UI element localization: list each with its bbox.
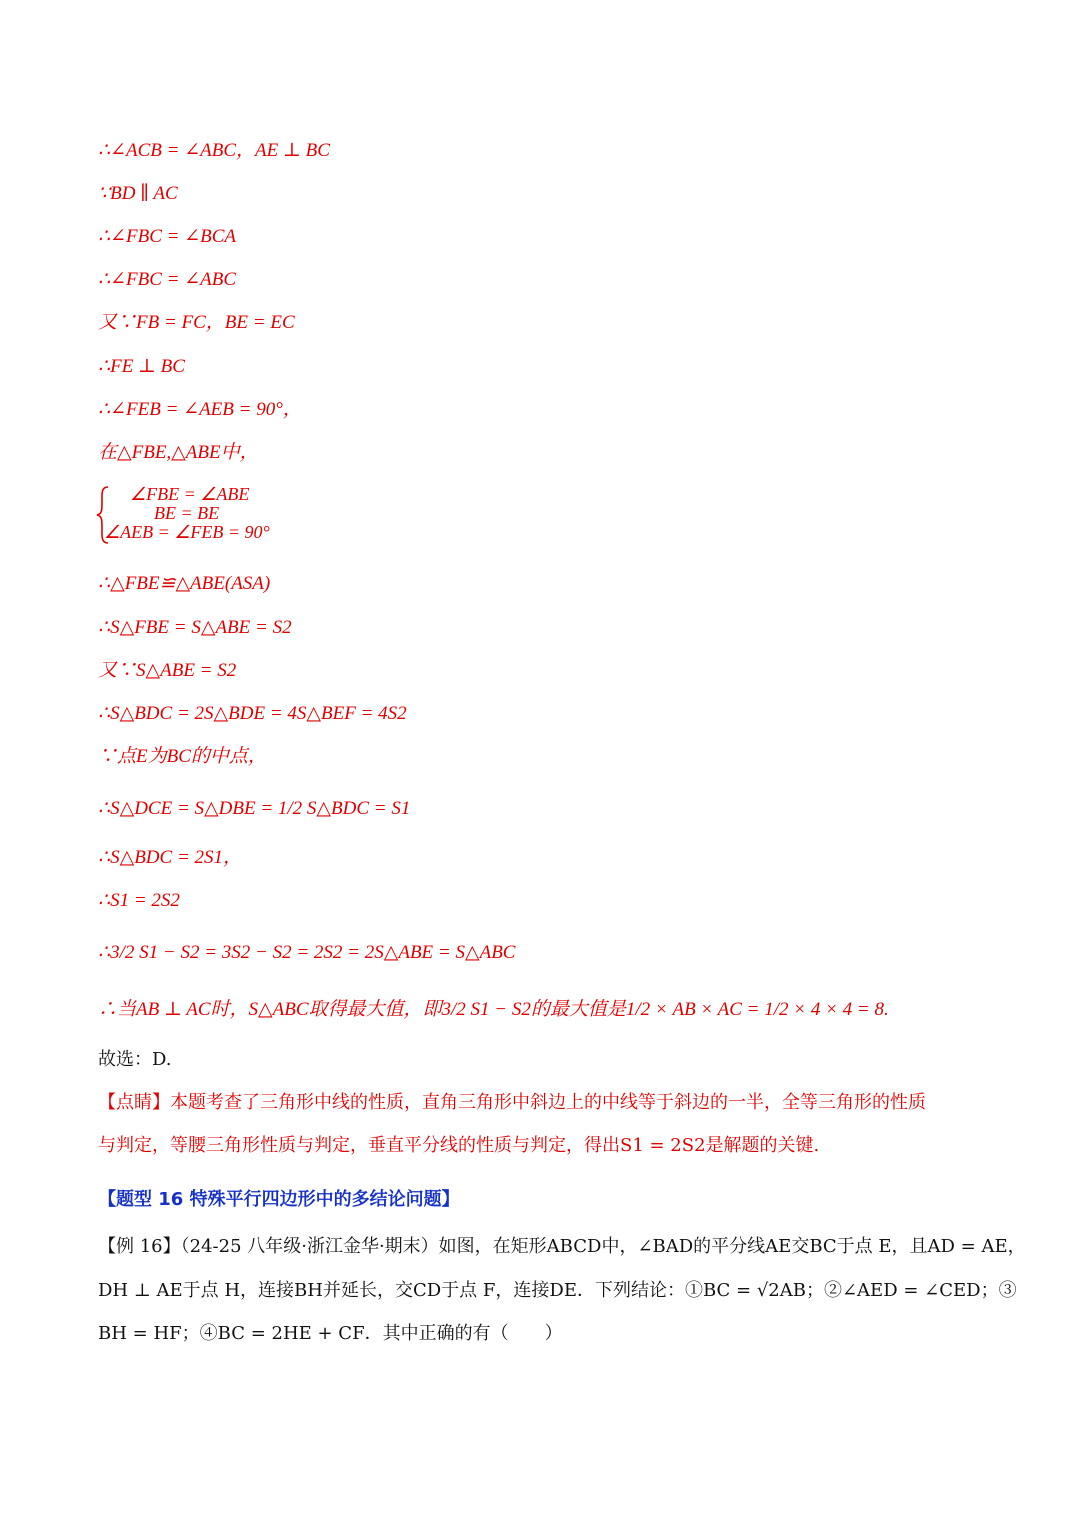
- example-line-1: 【例 16】（24-25 八年级·浙江金华·期末）如图，在矩形ABCD中，∠BAD的平分线AE交BC于点 E，且AD = AE，: [98, 1236, 1026, 1257]
- solution-line-9: ∴△FBE≌△ABE(ASA): [98, 573, 271, 594]
- solution-line-18: ∴当AB ⊥ AC时，S△ABC取得最大值，即3/2 S1 − S2的最大值是1/2 × AB × AC = 1/2 × 4 × 4 = 8.: [98, 999, 889, 1020]
- solution-line-2: ∵BD ∥ AC: [98, 183, 178, 204]
- example-line-2: DH ⊥ AE于点 H，连接BH并延长，交CD于点 F，连接DE．下列结论：①BC = √2AB；②∠AED = ∠CED；③: [98, 1280, 1017, 1301]
- system-line-3: ∠AEB = ∠FEB = 90°: [104, 522, 270, 542]
- solution-line-5: 又∵FB = FC，BE = EC: [98, 312, 295, 333]
- solution-line-7: ∴∠FEB = ∠AEB = 90°，: [98, 399, 302, 420]
- solution-line-13: ∵点E为BC的中点，: [98, 746, 267, 767]
- solution-line-16: ∴S1 = 2S2: [98, 890, 180, 911]
- solution-line-14: ∴S△DCE = S△DBE = 1/2 S△BDC = S1: [98, 798, 411, 819]
- solution-line-3: ∴∠FBC = ∠BCA: [98, 226, 237, 247]
- system-line-1: ∠FBE = ∠ABE: [130, 484, 250, 504]
- comment-line-1: 【点睛】本题考查了三角形中线的性质，直角三角形中斜边上的中线等于斜边的一半，全等三角形的性质: [98, 1092, 926, 1113]
- example-line-3: BH = HF；④BC = 2HE + CF．其中正确的有（ ）: [98, 1323, 563, 1344]
- comment-line-2: 与判定，等腰三角形性质与判定，垂直平分线的性质与判定，得出S1 = 2S2是解题的关键.: [98, 1135, 820, 1156]
- system-line-2: BE = BE: [154, 503, 220, 523]
- solution-line-1: ∴∠ACB = ∠ABC，AE ⊥ BC: [98, 140, 330, 161]
- solution-line-11: 又∵S△ABE = S2: [98, 660, 237, 681]
- solution-line-12: ∴S△BDC = 2S△BDE = 4S△BEF = 4S2: [98, 703, 407, 724]
- solution-line-17: ∴3/2 S1 − S2 = 3S2 − S2 = 2S2 = 2S△ABE = S△ABC: [98, 942, 516, 963]
- solution-line-4: ∴∠FBC = ∠ABC: [98, 269, 237, 290]
- section-heading: 【题型 16 特殊平行四边形中的多结论问题】: [98, 1189, 460, 1210]
- answer-line: 故选：D.: [98, 1049, 172, 1070]
- solution-line-8: 在△FBE,△ABE中，: [98, 442, 259, 463]
- solution-line-10: ∴S△FBE = S△ABE = S2: [98, 617, 292, 638]
- solution-line-15: ∴S△BDC = 2S1，: [98, 847, 243, 868]
- solution-line-6: ∴FE ⊥ BC: [98, 356, 185, 377]
